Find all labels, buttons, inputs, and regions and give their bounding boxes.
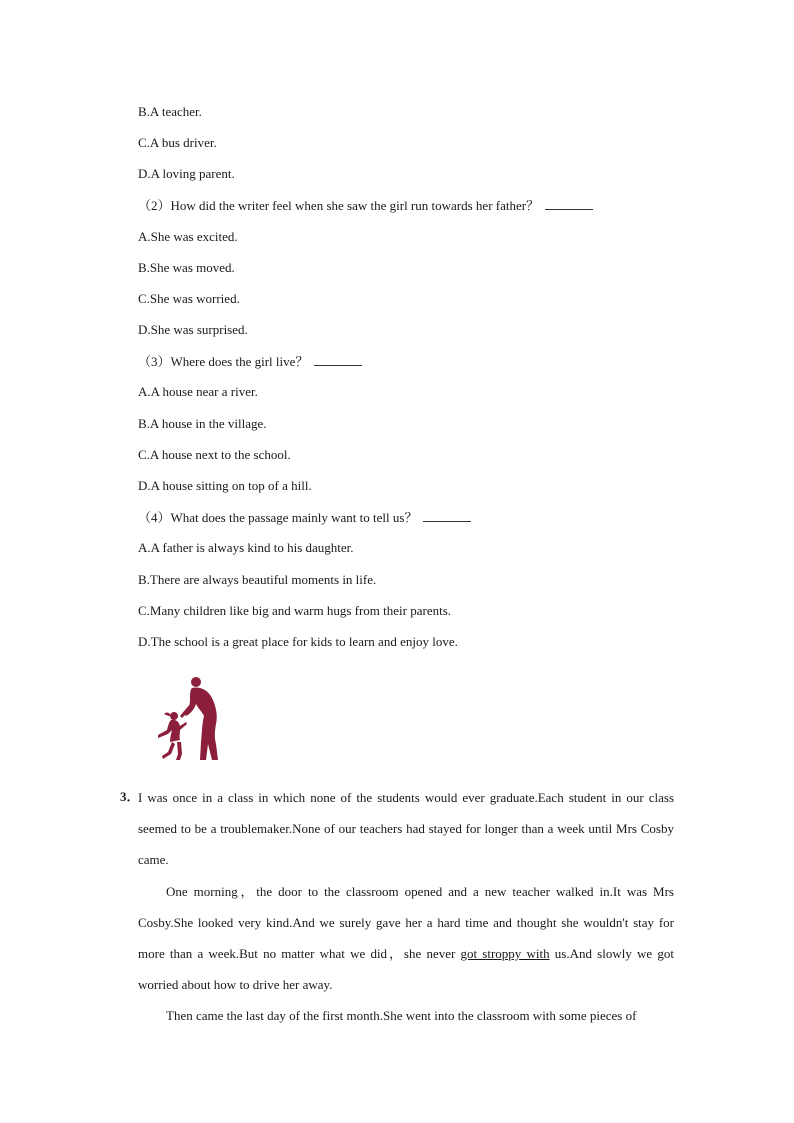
father-daughter-silhouette-icon (152, 672, 242, 764)
q4-option-d: D.The school is a great place for kids to learn and enjoy love. (138, 634, 458, 649)
silhouette-figures (158, 677, 218, 760)
q2-stem-text: （2）How did the writer feel when she saw the girl run towards her father？ (138, 198, 540, 213)
q1-option-d: D.A loving parent. (138, 166, 235, 181)
q1-option-c: C.A bus driver. (138, 135, 217, 150)
q2-option-a: A.She was excited. (138, 229, 238, 244)
q3-option-c: C.A house next to the school. (138, 447, 291, 462)
q1-option-b: B.A teacher. (138, 104, 202, 119)
q3-stem (138, 353, 362, 370)
passage3-paragraph-3: Then came the last day of the first month.She went into the classroom with some pieces of (166, 1008, 637, 1023)
passage3-paragraph-1: I was once in a class in which none of the students would ever graduate.Each student in our class seemed to be a troublemaker.None of our teachers had stayed for longer than a week until Mrs Cosby came. (138, 790, 674, 867)
q2-option-c: C.She was worried. (138, 291, 240, 306)
q3-option-a: A.A house near a river. (138, 384, 258, 399)
q2-stem (138, 197, 593, 214)
q4-option-b: B.There are always beautiful moments in life. (138, 572, 377, 587)
passage3-p2-after: us.And slowly we got worried about how to drive her away. (138, 946, 674, 992)
question-number-3: 3． (120, 789, 140, 804)
q3-option-d: D.A house sitting on top of a hill. (138, 478, 312, 493)
q4-option-a: A.A father is always kind to his daughter. (138, 540, 354, 555)
passage3-paragraph-2 (138, 876, 674, 1000)
answer-blank[interactable] (423, 509, 471, 522)
underlined-phrase: got stroppy with (460, 946, 550, 961)
answer-blank[interactable] (314, 353, 362, 366)
q4-option-c: C.Many children like big and warm hugs from their parents. (138, 603, 452, 618)
q2-option-d: D.She was surprised. (138, 322, 248, 337)
passage3-p2-before: One morning，the door to the classroom opened and a new teacher walked in.It was Mrs Cosby.She looked very kind.And we surely gave her a hard time and thought she wouldn't stay for more than a week.But no matter what we did，she never (138, 884, 674, 961)
q4-stem-text: （4）What does the passage mainly want to tell us？ (138, 510, 418, 525)
q3-stem-text: （3）Where does the girl live？ (138, 354, 309, 369)
answer-blank[interactable] (545, 197, 593, 210)
q4-stem (138, 509, 471, 526)
q3-option-b: B.A house in the village. (138, 416, 267, 431)
q2-option-b: B.She was moved. (138, 260, 235, 275)
